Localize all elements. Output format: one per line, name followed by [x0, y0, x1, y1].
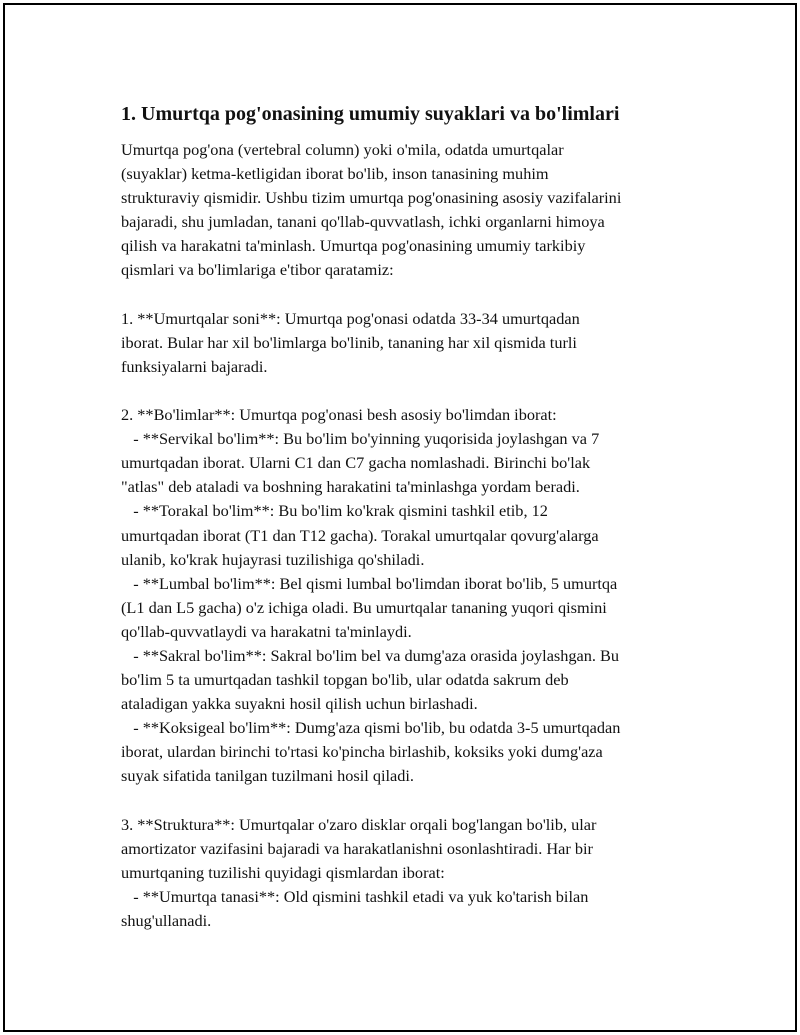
text-line: Umurtqa pog'ona (vertebral column) yoki o'mila, odatda umurtqalar [121, 140, 564, 159]
paragraph-vertebra-count [121, 307, 681, 379]
text-line: shug'ullanadi. [121, 911, 212, 930]
text-line: qilish va harakatni ta'minlash. Umurtqa pog'onasining umumiy tarkibiy [121, 236, 586, 256]
paragraph-gap [121, 789, 681, 813]
text-line: 3. **Struktura**: Umurtqalar o'zaro disklar orqali bog'langan bo'lib, ular [121, 814, 597, 834]
text-line: umurtqaning tuzilishi quyidagi qismlardan iborat: [121, 862, 445, 882]
text-line: "atlas" deb ataladi va boshning harakatini ta'minlashga yordam beradi. [121, 477, 580, 497]
text-line: amortizator vazifasini bajaradi va harakatlanishni osonlashtiradi. Har bir [121, 838, 593, 858]
text-line: - **Torakal bo'lim**: Bu bo'lim ko'krak qismini tashkil etib, 12 [121, 501, 548, 521]
text-line: umurtqadan iborat (T1 dan T12 gacha). Torakal umurtqalar qovurg'alarga [121, 525, 599, 545]
paragraph-intro [121, 138, 681, 283]
text-line: - **Lumbal bo'lim**: Bel qismi lumbal bo'limdan iborat bo'lib, 5 umurtqa [121, 573, 618, 593]
text-line: - **Umurtqa tanasi**: Old qismini tashkil etadi va yuk ko'tarish bilan [121, 886, 589, 906]
paragraph-gap [121, 379, 681, 403]
text-line: qo'llab-quvvatlaydi va harakatni ta'minlaydi. [121, 621, 412, 641]
text-line: 2. **Bo'limlar**: Umurtqa pog'onasi besh asosiy bo'limdan iborat: [121, 405, 557, 425]
document-body [121, 102, 681, 933]
text-line: bajaradi, shu jumladan, tanani qo'llab-quvvatlash, ichki organlarni himoya [121, 212, 605, 232]
text-line: funksiyalarni bajaradi. [121, 356, 268, 376]
text-line: 1. **Umurtqalar soni**: Umurtqa pog'onasi odatda 33-34 umurtqadan [121, 308, 580, 328]
text-line: bo'lim 5 ta umurtqadan tashkil topgan bo'lib, ular odatda sakrum deb [121, 670, 569, 690]
text-line: iborat. Bular har xil bo'limlarga bo'linib, tananing har xil qismida turli [121, 332, 577, 352]
text-line: - **Sakral bo'lim**: Sakral bo'lim bel va dumg'aza orasida joylashgan. Bu [121, 645, 620, 665]
document-title: 1. Umurtqa pog'onasining umumiy suyaklari va bo'limlari [121, 103, 620, 125]
text-line: (L1 dan L5 gacha) o'z ichiga oladi. Bu umurtqalar tananing yuqori qismini [121, 597, 607, 617]
paragraph-sections [121, 403, 681, 789]
paragraph-gap [121, 283, 681, 307]
paragraph-structure [121, 813, 681, 933]
text-line: - **Servikal bo'lim**: Bu bo'lim bo'yinning yuqorisida joylashgan va 7 [121, 429, 600, 449]
text-line: (suyaklar) ketma-ketligidan iborat bo'lib, inson tanasining muhim [121, 164, 549, 184]
text-line: iborat, ulardan birinchi to'rtasi ko'pincha birlashib, koksiks yoki dumg'aza [121, 742, 603, 762]
text-line: umurtqadan iborat. Ularni C1 dan C7 gacha nomlashadi. Birinchi bo'lak [121, 453, 591, 473]
text-line: strukturaviy qismidir. Ushbu tizim umurtqa pog'onasining asosiy vazifalarini [121, 188, 622, 208]
text-line: - **Koksigeal bo'lim**: Dumg'aza qismi bo'lib, bu odatda 3-5 umurtqadan [121, 718, 621, 738]
text-line: ulanib, ko'krak hujayrasi tuzilishiga qo'shiladi. [121, 549, 425, 569]
text-line: qismlari va bo'limlariga e'tibor qaratamiz: [121, 260, 394, 280]
document-page [3, 3, 797, 1032]
text-line: suyak sifatida tanilgan tuzilmani hosil qiladi. [121, 766, 415, 786]
text-line: ataladigan yakka suyakni hosil qilish uchun birlashadi. [121, 694, 478, 714]
